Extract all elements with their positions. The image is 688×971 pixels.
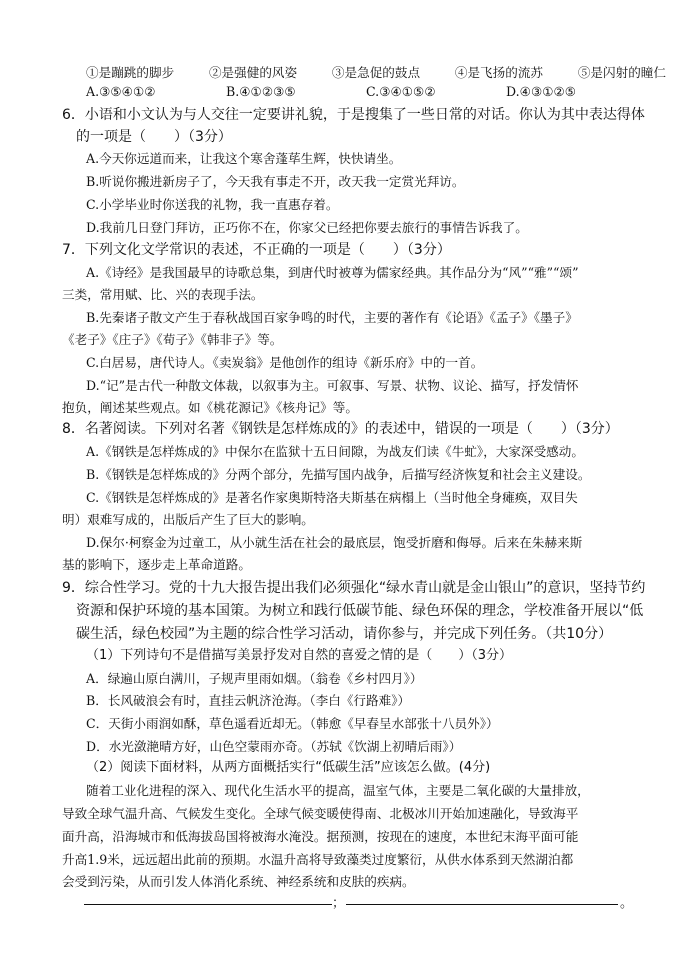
phrase-4: ④是飞扬的流苏 [454, 65, 544, 80]
q7-line-1: A.《诗经》是我国最早的诗歌总集，到唐代时被尊为儒家经典。其作品分为“风”“雅”“颂” [86, 265, 579, 280]
q9-sub1-option-d: D．水光潋滟晴方好，山色空蒙雨亦奇。（苏轼《饮湖上初晴后雨》） [86, 739, 462, 754]
q5-option-a: A.③⑤④①② [86, 84, 156, 99]
q6-stem: 6．小语和小文认为与人交往一定要讲礼貌，于是搜集了一些日常的对话。你认为其中表达得体 [62, 107, 645, 123]
q6-option-d: D.我前几日登门拜访，正巧你不在，你家父已经把你要去旅行的事情告诉我了。 [86, 220, 528, 235]
passage-line-3: 面升高，沿海城市和低海拔岛国将被海水淹没。据预测，按现在的速度，本世纪末海平面可能 [62, 829, 579, 844]
q7-line-6: D.“记”是古代一种散文体裁，以叙事为主。可叙事、写景、状物、议论、描写，抒发情怀 [86, 378, 579, 393]
q5-option-d: D.④③①②⑤ [506, 84, 577, 99]
q6-option-b: B.听说你搬进新房子了，今天我有事走不开，改天我一定赏光拜访。 [86, 174, 465, 189]
answer-separator: ； [332, 896, 346, 911]
passage-line-1: 随着工业化进程的深入、现代化生活水平的提高，温室气体，主要是二氧化碳的大量排放， [86, 783, 590, 798]
phrase-1: ①是蹦跳的脚步 [86, 65, 175, 80]
q9-stem-3: 碳生活，绿色校园”为主题的综合性学习活动，请你参与，并完成下列任务。（共10分） [76, 626, 613, 642]
phrase-row [86, 62, 666, 81]
q9-sub1-option-a: A．绿遍山原白满川，子规声里雨如烟。（翁卷《乡村四月》） [86, 671, 423, 686]
q8-stem: 8．名著阅读。下列对名著《钢铁是怎样炼成的》的表述中，错误的一项是（ ）（3分） [62, 421, 619, 437]
q9-sub1-option-b: B．长风破浪会有时，直挂云帆济沧海。（李白《行路难》） [86, 693, 411, 708]
passage-line-2: 导致全球气温升高、气候发生变化。全球气候变暖使得南、北极冰川开始加速融化，导致海平 [62, 806, 579, 821]
q7-line-5: C.白居易，唐代诗人。《卖炭翁》是他创作的组诗《新乐府》中的一首。 [86, 355, 484, 370]
q5-option-c: C.③④①⑤② [366, 84, 436, 99]
q7-line-4: 《老子》《庄子》《荀子》《韩非子》等。 [62, 332, 283, 347]
answer-end-mark: 。 [620, 896, 634, 911]
q6-stem-cont: 的一项是（ ）（3分） [76, 129, 232, 145]
passage-line-5: 会受到污染，从而引发人体消化系统、神经系统和皮肤的疾病。 [62, 874, 415, 889]
q8-line-6: 基的影响下，逐步走上革命道路。 [62, 557, 251, 572]
q7-line-2: 三类，常用赋、比、兴的表现手法。 [62, 287, 264, 302]
q8-line-2: B.《钢铁是怎样炼成的》分两个部分，先描写国内战争，后描写经济恢复和社会主义建设。 [86, 467, 591, 482]
q8-line-4: 明）艰难写成的，出版后产生了巨大的影响。 [62, 512, 314, 527]
passage-line-4: 升高1.9米，远远超出此前的预期。水温升高将导致藻类过度繁衍，从供水体系到天然湖泊都 [62, 852, 574, 867]
answer-blank-2[interactable] [346, 904, 618, 905]
q8-line-5: D.保尔·柯察金为过童工，从小就生活在社会的最底层，饱受折磨和侮辱。后来在朱赫来斯 [86, 535, 583, 550]
q5-options [86, 84, 576, 99]
q5-option-b: B.④①②③⑤ [226, 84, 296, 99]
phrase-2: ②是强健的风姿 [208, 65, 298, 80]
q6-option-c: C.小学毕业时你送我的礼物，我一直惠存着。 [86, 197, 339, 212]
q6-option-a: A.今天你远道而来，让我这个寒舍蓬荜生辉，快快请坐。 [86, 151, 402, 166]
q9-sub1-option-c: C．天街小雨润如酥，草色遥看近却无。（韩愈《早春呈水部张十八员外》） [86, 716, 499, 731]
phrase-5: ⑤是闪射的瞳仁 [577, 65, 666, 80]
q8-line-3: C.《钢铁是怎样炼成的》是著名作家奥斯特洛夫斯基在病榻上（当时他全身瘫痪，双目失 [86, 490, 578, 505]
q9-stem-1: 9．综合性学习。党的十九大报告提出我们必须强化“绿水青山就是金山银山”的意识，坚持节约 [62, 580, 646, 596]
q8-line-1: A.《钢铁是怎样炼成的》中保尔在监狱十五日间隙，为战友们读《牛虻》，大家深受感动。 [86, 444, 584, 459]
q9-sub1: （1）下列诗句不是借描写美景抒发对自然的喜爱之情的是（ ）（3分） [86, 648, 513, 663]
q9-stem-2: 资源和保护环境的基本国策。为树立和践行低碳节能、绿色环保的理念，学校准备开展以“低 [76, 603, 644, 619]
q7-line-3: B.先秦诸子散文产生于春秋战国百家争鸣的时代，主要的著作有《论语》《孟子》《墨子》 [86, 310, 578, 325]
q7-stem: 7．下列文化文学常识的表述，不正确的一项是（ ）（3分） [62, 242, 451, 258]
phrase-3: ③是急促的鼓点 [331, 65, 421, 80]
answer-blank-1[interactable] [84, 904, 332, 905]
q9-sub2: （2）阅读下面材料，从两方面概括实行“低碳生活”应该怎么做。(4分) [86, 760, 491, 775]
q7-line-7: 抱负，阐述某些观点。如《桃花源记》《核舟记》等。 [62, 400, 358, 415]
